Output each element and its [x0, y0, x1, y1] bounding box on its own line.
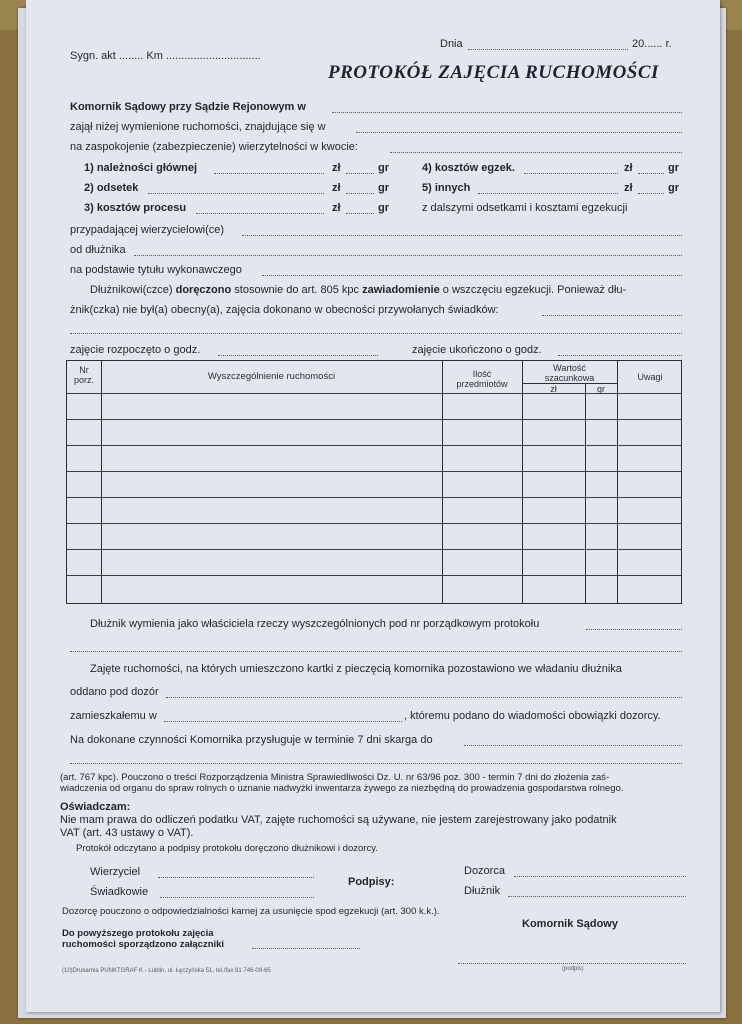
vat-line-1: Nie mam prawa do odliczeń podatku VAT, zajęte ruchomości są używane, nie jestem zarejestrowany jako podatnik	[60, 814, 617, 826]
amount-interest-field[interactable]	[148, 193, 324, 194]
declaration-heading: Oświadczam:	[60, 801, 131, 813]
debtor-label: od dłużnika	[70, 244, 126, 256]
further-interest-text: z dalszymi odsetkami i kosztami egzekucji	[422, 202, 628, 214]
notice-text: stosownie do art. 805 kpc	[234, 284, 360, 296]
zl-label: zł	[332, 202, 341, 214]
gr-field[interactable]	[346, 173, 374, 174]
start-time-field[interactable]	[218, 355, 378, 356]
gr-label: gr	[668, 162, 679, 174]
claim-amount-label: na zaspokojenie (zabezpieczenie) wierzytelności w kwocie:	[70, 141, 358, 153]
read-statement: Protokół odczytano a podpisy protokołu doręczono dłużnikowi i dozorcy.	[76, 843, 378, 854]
start-time-label: zajęcie rozpoczęto o godz.	[70, 344, 201, 356]
table-row	[67, 575, 681, 576]
amount-enforcement-label: 4) kosztów egzek.	[422, 162, 515, 174]
table-row	[67, 471, 681, 472]
notice-delivered: doręczono	[175, 284, 232, 296]
custodian-label: oddano pod dozór	[70, 686, 159, 698]
location-field[interactable]	[356, 132, 682, 133]
custodian-signature-field[interactable]	[514, 876, 686, 877]
col-gr-header: gr	[596, 384, 605, 394]
enforcement-title-field[interactable]	[262, 275, 682, 276]
creditor-field[interactable]	[242, 235, 682, 236]
amount-other-label: 5) innych	[422, 182, 471, 194]
seized-location-label: zajął niżej wymienione ruchomości, znajdujące się w	[70, 121, 326, 133]
title-label: na podstawie tytułu wykonawczego	[70, 264, 242, 276]
custodian-duties-text: , któremu podano do wiadomości obowiązki dozorcy.	[404, 710, 661, 722]
attachments-line-1: Do powyższego protokołu zajęcia	[62, 928, 214, 939]
zl-label: zł	[624, 162, 633, 174]
bailiff-signature-field[interactable]	[458, 963, 686, 964]
table-row	[67, 523, 681, 524]
debtor-signature-label: Dłużnik	[464, 885, 501, 897]
notice-line-2: żnik(czka) nie był(a) obecny(a), zajęcia dokonano w obecności przywołanych świadków:	[70, 304, 499, 316]
zl-label: zł	[332, 162, 341, 174]
attachments-field[interactable]	[252, 948, 360, 949]
witnesses-signature-label: Świadkowie	[90, 886, 149, 898]
gr-field[interactable]	[346, 213, 374, 214]
custody-text: Zajęte ruchomości, na których umieszczono kartki z pieczęcią komornika pozostawiono we władaniu dłużnika	[90, 663, 622, 675]
table-row	[67, 445, 681, 446]
table-divider	[617, 361, 618, 603]
gr-label: gr	[668, 182, 679, 194]
bailiff-signature-label: Komornik Sądowy	[522, 918, 618, 930]
table-divider	[585, 383, 586, 603]
resident-field[interactable]	[164, 721, 402, 722]
owner-field[interactable]	[586, 629, 682, 630]
signature-caption: (podpis)	[562, 966, 584, 972]
date-field[interactable]	[468, 49, 628, 50]
table-divider	[442, 361, 443, 603]
owner-field-2[interactable]	[70, 651, 682, 652]
notice-text: o wszczęciu egzekucji. Ponieważ dłu-	[442, 284, 627, 296]
case-number-label: Sygn. akt ........ Km ...............................	[70, 50, 261, 62]
gr-label: gr	[378, 182, 389, 194]
notice-text: Dłużnikowi(czce)	[90, 284, 173, 296]
custodian-liability-note: Dozorcę pouczono o odpowiedzialności karnej za usunięcie spod egzekucji (art. 300 k.k.).	[62, 906, 440, 917]
amount-interest-label: 2) odsetek	[84, 182, 139, 194]
witnesses-field[interactable]	[542, 315, 682, 316]
attachments-line-2: ruchomości sporządzono załączniki	[62, 939, 225, 950]
col-value-header: Wartość szacunkowa	[544, 363, 595, 383]
gr-field[interactable]	[346, 193, 374, 194]
amount-proceedings-field[interactable]	[196, 213, 324, 214]
vat-line-2: VAT (art. 43 ustawy o VAT).	[60, 827, 194, 839]
debtor-field[interactable]	[134, 255, 682, 256]
notice-line-1	[90, 284, 626, 297]
gr-label: gr	[378, 162, 389, 174]
witnesses-signature-field[interactable]	[160, 897, 314, 898]
page-title: PROTOKÓŁ ZAJĘCIA RUCHOMOŚCI	[328, 62, 659, 83]
signatures-heading: Podpisy:	[348, 876, 395, 888]
amount-proceedings-label: 3) kosztów procesu	[84, 202, 187, 214]
end-time-label: zajęcie ukończono o godz.	[412, 344, 542, 356]
table-divider	[522, 361, 523, 603]
custodian-field[interactable]	[166, 697, 682, 698]
notice-notification: zawiadomienie	[362, 284, 440, 296]
legal-line-1: (art. 767 kpc). Pouczono o treści Rozporządzenia Ministra Sprawiedliwości Dz. U. nr 63/96 poz. 300 - termin 7 dni do złożenia zaś-	[60, 772, 610, 783]
custodian-signature-label: Dozorca	[464, 865, 505, 877]
end-time-field[interactable]	[558, 355, 682, 356]
resident-label: zamieszkałemu w	[70, 710, 157, 722]
amount-enforcement-field[interactable]	[524, 173, 618, 174]
complaint-field-2[interactable]	[70, 763, 682, 764]
owner-text: Dłużnik wymienia jako właściciela rzeczy wyszczególnionych pod nr porządkowym protokołu	[90, 618, 540, 630]
creditor-signature-field[interactable]	[158, 877, 314, 878]
bailiff-court-label: Komornik Sądowy przy Sądzie Rejonowym w	[70, 101, 306, 113]
court-field[interactable]	[332, 112, 682, 113]
col-nr-header: Nr porz.	[73, 365, 94, 385]
document-page	[26, 0, 720, 1012]
amount-principal-label: 1) należności głównej	[84, 162, 198, 174]
gr-field[interactable]	[638, 173, 664, 174]
complaint-field[interactable]	[464, 745, 682, 746]
col-notes-header: Uwagi	[637, 372, 663, 382]
creditor-signature-label: Wierzyciel	[90, 866, 141, 878]
amount-other-field[interactable]	[478, 193, 618, 194]
legal-line-2: wiadczenia od organu do spraw rolnych o uznanie nadwyżki inwentarza żywego za niezbędną do prowadzenia gospodarstwa rolnego.	[60, 783, 624, 794]
zl-label: zł	[624, 182, 633, 194]
col-items-header: Wyszczególnienie ruchomości	[207, 371, 336, 382]
year-label: 20...... r.	[632, 38, 672, 50]
amount-principal-field[interactable]	[214, 173, 324, 174]
gr-label: gr	[378, 202, 389, 214]
table-row	[67, 419, 681, 420]
creditor-label: przypadającej wierzycielowi(ce)	[70, 224, 225, 236]
table-row	[67, 549, 681, 550]
table-row	[67, 497, 681, 498]
gr-field[interactable]	[638, 193, 664, 194]
claim-field[interactable]	[390, 152, 682, 153]
table-divider	[101, 361, 102, 603]
printer-footer: (10)Drukarnia PUNKTGRAF K - Lublin, ul. Łęczyńska 51, tel./fax 81 746-09-65	[62, 968, 271, 974]
col-qty-header: Ilość przedmiotów	[456, 369, 508, 389]
items-table	[66, 360, 682, 604]
complaint-label: Na dokonane czynności Komornika przysługuje w terminie 7 dni skarga do	[70, 734, 433, 746]
zl-label: zł	[332, 182, 341, 194]
date-label: Dnia	[440, 38, 463, 50]
col-zl-header: zł	[550, 384, 557, 394]
debtor-signature-field[interactable]	[508, 896, 686, 897]
witnesses-field-2[interactable]	[70, 333, 682, 334]
